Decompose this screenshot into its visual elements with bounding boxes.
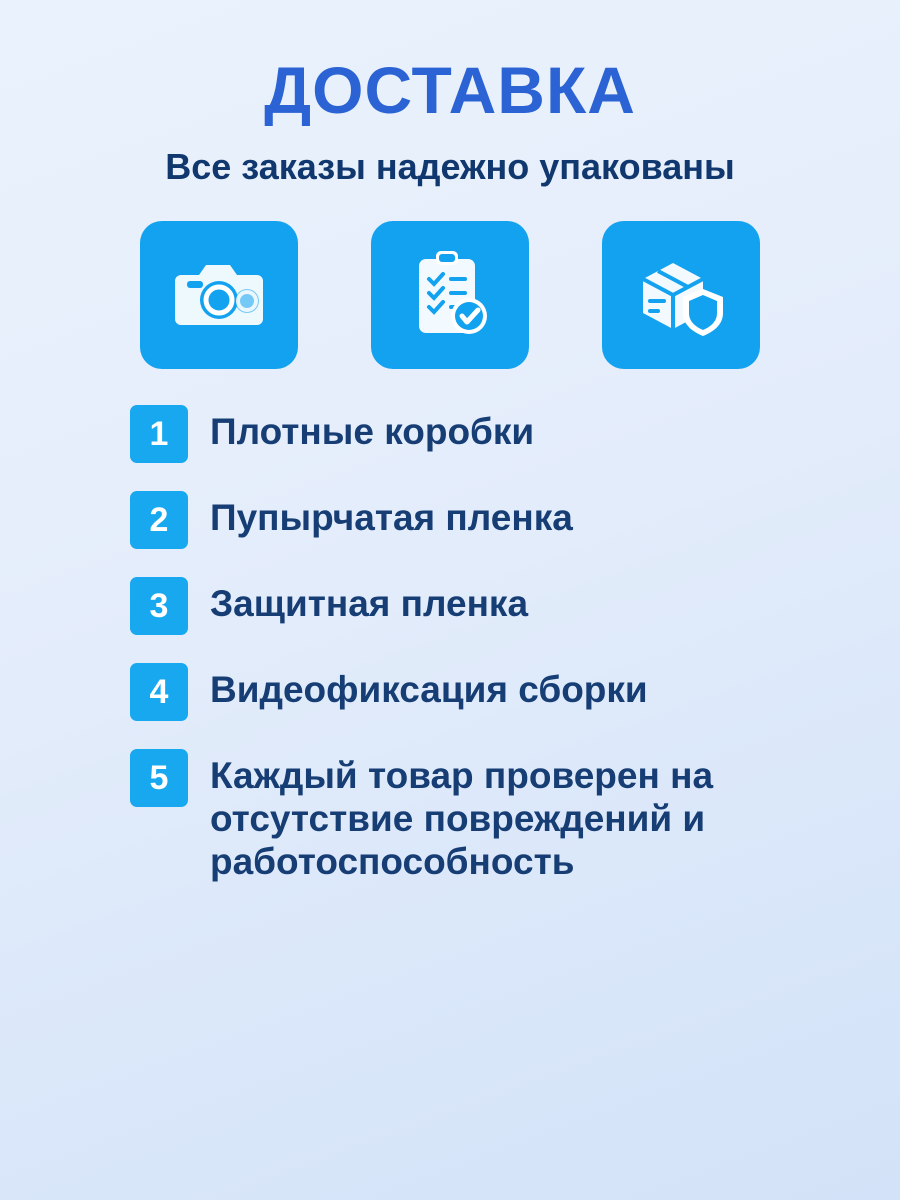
list-item-number: 4 [130,663,188,721]
page-title: ДОСТАВКА [264,53,636,127]
camera-icon-tile [140,221,298,369]
list-item-label: Защитная пленка [210,582,529,624]
shielded-box-icon-tile [602,221,760,369]
list-item [130,491,830,549]
list-item [130,749,830,884]
icon-row [140,221,760,369]
camera-icon [171,255,267,335]
list-item-number: 2 [130,491,188,549]
checklist-icon [405,247,495,343]
list-item-label: Видеофиксация сборки [210,668,648,710]
shielded-box-icon [631,249,731,341]
list-item-number: 5 [130,749,188,807]
list-item-label: Каждый товар проверен на отсутствие повреждений и работоспособность [210,754,714,882]
list-item [130,663,830,721]
list-item-label: Пупырчатая пленка [210,496,573,538]
list-item-label: Плотные коробки [210,410,535,452]
page-subtitle: Все заказы надежно упакованы [165,146,735,188]
list-item-number: 3 [130,577,188,635]
list-item-number: 1 [130,405,188,463]
list-item [130,577,830,635]
checklist-icon-tile [371,221,529,369]
list-item [130,405,830,463]
features-list [70,405,830,884]
